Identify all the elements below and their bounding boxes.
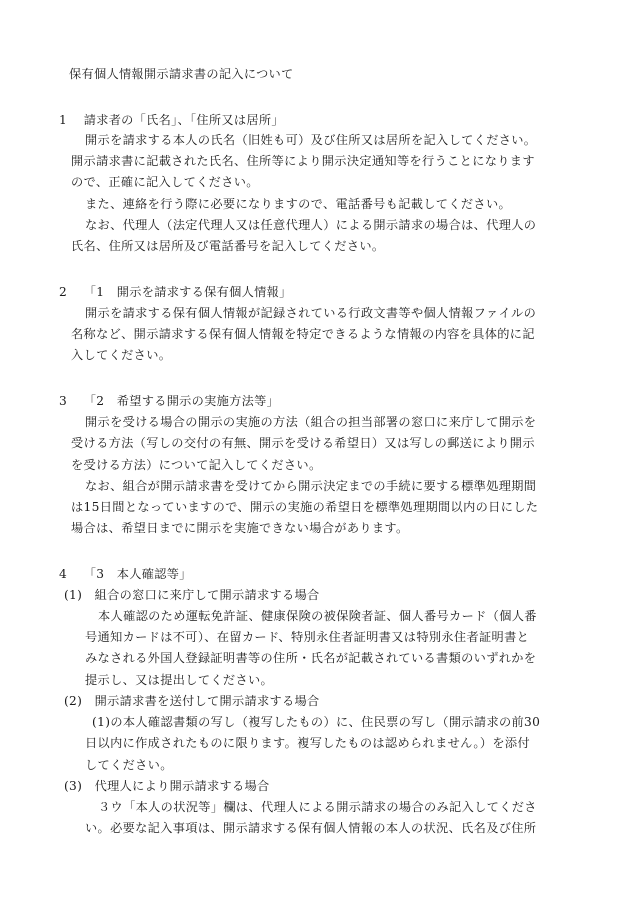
subsection-1-heading: (1) 組合の窓口に来庁して開示請求する場合	[64, 588, 320, 602]
paragraph-line: 開示請求書に記載された氏名、住所等により開示決定通知等を行うことになります	[71, 154, 535, 168]
paragraph-line: い。必要な記入事項は、開示請求する保有個人情報の本人の状況、氏名及び住所	[85, 821, 537, 835]
paragraph-line: を受ける方法）について記入してください。	[71, 458, 322, 472]
paragraph-line: 日以内に作成されたものに限ります。複写したものは認められません。）を添付	[85, 736, 531, 750]
subsection-2-heading: (2) 開示請求書を送付して開示請求する場合	[64, 694, 320, 708]
paragraph-line: 場合は、希望日までに開示を実施できない場合があります。	[71, 521, 409, 535]
paragraph-line: なお、組合が開示請求書を受けてから開示決定までの手続に要する標準処理期間	[85, 479, 537, 493]
paragraph-line: みなされる外国人登録証明書等の住所・氏名が記載されている書類のいずれかを	[85, 651, 537, 665]
document-title: 保有個人情報開示請求書の記入について	[69, 67, 294, 81]
section-4-heading: 4 「3 本人確認等」	[59, 567, 192, 581]
paragraph-line: 提示し、又は提出してください。	[85, 673, 274, 687]
paragraph-line: 氏名、住所又は居所及び電話番号を記入してください。	[71, 239, 385, 253]
paragraph-line: は15日間となっていますので、開示の実施の希望日を標準処理期間以内の日にした	[71, 500, 539, 514]
paragraph-line: 本人確認のため運転免許証、健康保険の被保険者証、個人番号カード（個人番	[98, 609, 537, 623]
paragraph-line: 名称など、開示請求する保有個人情報を特定できるような情報の内容を具体的に記	[71, 327, 535, 341]
paragraph-line: してください。	[85, 758, 173, 772]
paragraph-line: 号通知カードは不可）、在留カード、特別永住者証明書又は特別永住者証明書と	[85, 630, 530, 644]
section-2-heading: 2 「1 開示を請求する保有個人情報」	[59, 285, 292, 299]
paragraph-line: 開示を受ける場合の開示の実施の方法（組合の担当部署の窓口に来庁して開示を	[85, 415, 537, 429]
paragraph-line: 受ける方法（写しの交付の有無、開示を受ける希望日）又は写しの郵送により開示	[71, 436, 535, 450]
paragraph-line: 開示を請求する本人の氏名（旧姓も可）及び住所又は居所を記入してください。	[85, 133, 537, 147]
subsection-3-heading: (3) 代理人により開示請求する場合	[64, 779, 270, 793]
paragraph-line: ３ウ「本人の状況等」欄は、代理人による開示請求の場合のみ記入してくださ	[98, 800, 537, 814]
paragraph-line: なお、代理人（法定代理人又は任意代理人）による開示請求の場合は、代理人の	[85, 218, 537, 232]
paragraph-line: 入してください。	[71, 348, 172, 362]
paragraph-line: (1)の本人確認書類の写し（複写したもの）に、住民票の写し（開示請求の前30	[92, 715, 541, 729]
section-3-heading: 3 「2 希望する開示の実施方法等」	[59, 394, 280, 408]
section-1-heading: 1 請求者の「氏名」、「住所又は居所」	[59, 113, 284, 127]
paragraph-line: ので、正確に記入してください。	[71, 175, 259, 189]
paragraph-line: また、連絡を行う際に必要になりますので、電話番号も記載してください。	[85, 197, 512, 211]
paragraph-line: 開示を請求する保有個人情報が記録されている行政文書等や個人情報ファイルの	[85, 306, 537, 320]
